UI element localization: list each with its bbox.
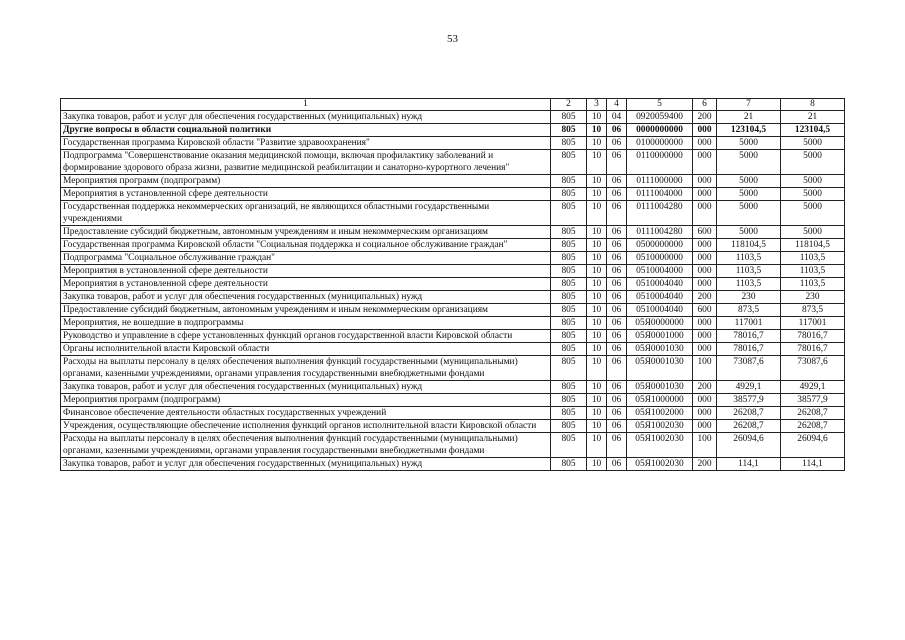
expense-type-cell: 000 [693,343,717,356]
ministry-code-cell: 805 [551,201,587,226]
row-name-cell: Государственная программа Кировской области "Развитие здравоохранения" [61,137,551,150]
subsection-code-cell: 06 [607,343,627,356]
amount-col8-cell: 78016,7 [781,343,845,356]
amount-col7-cell: 21 [717,111,781,124]
target-article-cell: 05Я1000000 [627,394,693,407]
table-row [61,291,845,304]
table-row [61,201,845,226]
amount-col7-cell: 114,1 [717,458,781,471]
ministry-code-cell: 805 [551,291,587,304]
row-name-cell: Подпрограмма "Совершенствование оказания медицинской помощи, включая профилактику заболеваний и формирование здорового образа жизни, развитие медицинской реабилитации и санаторно-курортного лечения" [61,150,551,175]
amount-col7-cell: 5000 [717,137,781,150]
amount-col7-cell: 1103,5 [717,278,781,291]
table-row [61,394,845,407]
amount-col7-cell: 5000 [717,188,781,201]
ministry-code-cell: 805 [551,111,587,124]
expense-type-cell: 100 [693,356,717,381]
section-code-cell: 10 [587,304,607,317]
target-article-cell: 0920059400 [627,111,693,124]
section-code-cell: 10 [587,458,607,471]
table-row [61,356,845,381]
expense-type-cell: 000 [693,252,717,265]
ministry-code-cell: 805 [551,124,587,137]
amount-col8-cell: 26208,7 [781,420,845,433]
amount-col7-cell: 26094,6 [717,433,781,458]
amount-col7-cell: 4929,1 [717,381,781,394]
section-code-cell: 10 [587,381,607,394]
amount-col7-cell: 78016,7 [717,330,781,343]
table-row [61,175,845,188]
table-row [61,188,845,201]
expense-type-cell: 000 [693,394,717,407]
column-header: 3 [587,99,607,111]
expense-type-cell: 000 [693,188,717,201]
target-article-cell: 05Я1002030 [627,420,693,433]
target-article-cell: 0111004000 [627,188,693,201]
amount-col8-cell: 873,5 [781,304,845,317]
table-row [61,124,845,137]
section-code-cell: 10 [587,201,607,226]
amount-col7-cell: 118104,5 [717,239,781,252]
amount-col8-cell: 114,1 [781,458,845,471]
row-name-cell: Мероприятия в установленной сфере деятельности [61,278,551,291]
amount-col8-cell: 78016,7 [781,330,845,343]
ministry-code-cell: 805 [551,343,587,356]
target-article-cell: 0000000000 [627,124,693,137]
subsection-code-cell: 06 [607,278,627,291]
subsection-code-cell: 06 [607,265,627,278]
row-name-cell: Учреждения, осуществляющие обеспечение исполнения функций органов исполнительной власти Кировской области [61,420,551,433]
section-code-cell: 10 [587,394,607,407]
amount-col8-cell: 5000 [781,137,845,150]
row-name-cell: Расходы на выплаты персоналу в целях обеспечения выполнения функций государственными (муниципальными) органами, казенными учреждениями, органами управления государственными внебюджетными фондами [61,356,551,381]
expense-type-cell: 000 [693,137,717,150]
section-code-cell: 10 [587,317,607,330]
section-code-cell: 10 [587,226,607,239]
subsection-code-cell: 06 [607,201,627,226]
section-code-cell: 10 [587,433,607,458]
target-article-cell: 0510004040 [627,304,693,317]
target-article-cell: 05Я1002000 [627,407,693,420]
section-code-cell: 10 [587,252,607,265]
subsection-code-cell: 06 [607,420,627,433]
subsection-code-cell: 06 [607,317,627,330]
ministry-code-cell: 805 [551,356,587,381]
amount-col8-cell: 117001 [781,317,845,330]
expense-type-cell: 600 [693,304,717,317]
row-name-cell: Мероприятия в установленной сфере деятельности [61,188,551,201]
target-article-cell: 0111004280 [627,226,693,239]
ministry-code-cell: 805 [551,330,587,343]
amount-col7-cell: 1103,5 [717,265,781,278]
expense-type-cell: 000 [693,317,717,330]
amount-col7-cell: 26208,7 [717,407,781,420]
ministry-code-cell: 805 [551,265,587,278]
section-code-cell: 10 [587,175,607,188]
row-name-cell: Другие вопросы в области социальной политики [61,124,551,137]
row-name-cell: Закупка товаров, работ и услуг для обеспечения государственных (муниципальных) нужд [61,381,551,394]
row-name-cell: Расходы на выплаты персоналу в целях обеспечения выполнения функций государственными (муниципальными) органами, казенными учреждениями, органами управления государственными внебюджетными фондами [61,433,551,458]
table-row [61,137,845,150]
target-article-cell: 05Я0001000 [627,330,693,343]
ministry-code-cell: 805 [551,433,587,458]
subsection-code-cell: 06 [607,330,627,343]
expense-type-cell: 000 [693,175,717,188]
ministry-code-cell: 805 [551,252,587,265]
row-name-cell: Государственная программа Кировской области "Социальная поддержка и социальное обслуживание граждан" [61,239,551,252]
row-name-cell: Подпрограмма "Социальное обслуживание граждан" [61,252,551,265]
section-code-cell: 10 [587,343,607,356]
amount-col8-cell: 5000 [781,188,845,201]
section-code-cell: 10 [587,265,607,278]
expense-type-cell: 000 [693,124,717,137]
amount-col7-cell: 26208,7 [717,420,781,433]
subsection-code-cell: 06 [607,304,627,317]
table-row [61,150,845,175]
target-article-cell: 05Я1002030 [627,433,693,458]
row-name-cell: Мероприятия, не вошедшие в подпрограммы [61,317,551,330]
section-code-cell: 10 [587,124,607,137]
amount-col8-cell: 1103,5 [781,252,845,265]
table-row [61,458,845,471]
target-article-cell: 0100000000 [627,137,693,150]
row-name-cell: Закупка товаров, работ и услуг для обеспечения государственных (муниципальных) нужд [61,111,551,124]
table-row [61,226,845,239]
subsection-code-cell: 06 [607,226,627,239]
subsection-code-cell: 06 [607,394,627,407]
table-row [61,265,845,278]
table-row [61,252,845,265]
row-name-cell: Мероприятия программ (подпрограмм) [61,394,551,407]
amount-col7-cell: 873,5 [717,304,781,317]
target-article-cell: 0110000000 [627,150,693,175]
amount-col8-cell: 26208,7 [781,407,845,420]
table-row [61,317,845,330]
amount-col8-cell: 26094,6 [781,433,845,458]
ministry-code-cell: 805 [551,175,587,188]
expense-type-cell: 200 [693,291,717,304]
ministry-code-cell: 805 [551,188,587,201]
section-code-cell: 10 [587,150,607,175]
amount-col7-cell: 5000 [717,226,781,239]
amount-col7-cell: 1103,5 [717,252,781,265]
amount-col8-cell: 123104,5 [781,124,845,137]
section-code-cell: 10 [587,188,607,201]
table-row [61,420,845,433]
ministry-code-cell: 805 [551,420,587,433]
ministry-code-cell: 805 [551,226,587,239]
expense-type-cell: 000 [693,201,717,226]
row-name-cell: Органы исполнительной власти Кировской области [61,343,551,356]
ministry-code-cell: 805 [551,317,587,330]
subsection-code-cell: 06 [607,407,627,420]
amount-col8-cell: 38577,9 [781,394,845,407]
section-code-cell: 10 [587,420,607,433]
table-row [61,433,845,458]
subsection-code-cell: 04 [607,111,627,124]
amount-col8-cell: 1103,5 [781,265,845,278]
column-header: 8 [781,99,845,111]
target-article-cell: 05Я0001030 [627,343,693,356]
table-row [61,381,845,394]
section-code-cell: 10 [587,111,607,124]
amount-col7-cell: 230 [717,291,781,304]
ministry-code-cell: 805 [551,407,587,420]
subsection-code-cell: 06 [607,150,627,175]
column-header: 2 [551,99,587,111]
row-name-cell: Государственная поддержка некоммерческих организаций, не являющихся областными государственными учреждениями [61,201,551,226]
expense-type-cell: 200 [693,458,717,471]
expense-type-cell: 000 [693,150,717,175]
amount-col7-cell: 123104,5 [717,124,781,137]
subsection-code-cell: 06 [607,381,627,394]
row-name-cell: Финансовое обеспечение деятельности областных государственных учреждений [61,407,551,420]
amount-col7-cell: 78016,7 [717,343,781,356]
target-article-cell: 0111004280 [627,201,693,226]
ministry-code-cell: 805 [551,304,587,317]
expense-type-cell: 000 [693,407,717,420]
ministry-code-cell: 805 [551,394,587,407]
amount-col8-cell: 118104,5 [781,239,845,252]
expense-type-cell: 200 [693,381,717,394]
section-code-cell: 10 [587,239,607,252]
ministry-code-cell: 805 [551,150,587,175]
column-header: 4 [607,99,627,111]
table-row [61,330,845,343]
subsection-code-cell: 06 [607,124,627,137]
section-code-cell: 10 [587,291,607,304]
amount-col8-cell: 73087,6 [781,356,845,381]
amount-col8-cell: 21 [781,111,845,124]
row-name-cell: Мероприятия в установленной сфере деятельности [61,265,551,278]
expense-type-cell: 000 [693,330,717,343]
subsection-code-cell: 06 [607,356,627,381]
amount-col8-cell: 4929,1 [781,381,845,394]
amount-col7-cell: 5000 [717,201,781,226]
section-code-cell: 10 [587,278,607,291]
target-article-cell: 05Я0001030 [627,356,693,381]
ministry-code-cell: 805 [551,239,587,252]
amount-col8-cell: 230 [781,291,845,304]
column-header: 7 [717,99,781,111]
expense-type-cell: 000 [693,278,717,291]
column-header: 5 [627,99,693,111]
table-row [61,278,845,291]
row-name-cell: Предоставление субсидий бюджетным, автономным учреждениям и иным некоммерческим организациям [61,226,551,239]
table-header-row [61,99,845,111]
expense-type-cell: 100 [693,433,717,458]
ministry-code-cell: 805 [551,458,587,471]
table-row [61,239,845,252]
row-name-cell: Руководство и управление в сфере установленных функций органов государственной власти Кировской области [61,330,551,343]
target-article-cell: 0510004000 [627,265,693,278]
expense-type-cell: 000 [693,265,717,278]
ministry-code-cell: 805 [551,278,587,291]
subsection-code-cell: 06 [607,239,627,252]
section-code-cell: 10 [587,137,607,150]
table-row [61,343,845,356]
subsection-code-cell: 06 [607,252,627,265]
section-code-cell: 10 [587,407,607,420]
row-name-cell: Предоставление субсидий бюджетным, автономным учреждениям и иным некоммерческим организациям [61,304,551,317]
subsection-code-cell: 06 [607,433,627,458]
subsection-code-cell: 06 [607,458,627,471]
amount-col7-cell: 38577,9 [717,394,781,407]
target-article-cell: 05Я0000000 [627,317,693,330]
column-header: 1 [61,99,551,111]
expense-type-cell: 000 [693,239,717,252]
subsection-code-cell: 06 [607,188,627,201]
target-article-cell: 05Я0001030 [627,381,693,394]
page-number: 53 [447,33,458,45]
amount-col7-cell: 117001 [717,317,781,330]
row-name-cell: Закупка товаров, работ и услуг для обеспечения государственных (муниципальных) нужд [61,458,551,471]
amount-col8-cell: 5000 [781,150,845,175]
amount-col8-cell: 5000 [781,226,845,239]
target-article-cell: 0510000000 [627,252,693,265]
row-name-cell: Закупка товаров, работ и услуг для обеспечения государственных (муниципальных) нужд [61,291,551,304]
amount-col8-cell: 1103,5 [781,278,845,291]
section-code-cell: 10 [587,356,607,381]
subsection-code-cell: 06 [607,291,627,304]
section-code-cell: 10 [587,330,607,343]
target-article-cell: 0111000000 [627,175,693,188]
target-article-cell: 0500000000 [627,239,693,252]
expense-type-cell: 600 [693,226,717,239]
ministry-code-cell: 805 [551,137,587,150]
target-article-cell: 0510004040 [627,291,693,304]
table-row [61,111,845,124]
expense-type-cell: 000 [693,420,717,433]
amount-col7-cell: 73087,6 [717,356,781,381]
target-article-cell: 0510004040 [627,278,693,291]
amount-col8-cell: 5000 [781,201,845,226]
target-article-cell: 05Я1002030 [627,458,693,471]
budget-table [60,98,845,471]
column-header: 6 [693,99,717,111]
expense-type-cell: 200 [693,111,717,124]
amount-col8-cell: 5000 [781,175,845,188]
ministry-code-cell: 805 [551,381,587,394]
subsection-code-cell: 06 [607,175,627,188]
row-name-cell: Мероприятия программ (подпрограмм) [61,175,551,188]
table-row [61,304,845,317]
amount-col7-cell: 5000 [717,175,781,188]
amount-col7-cell: 5000 [717,150,781,175]
table-row [61,407,845,420]
subsection-code-cell: 06 [607,137,627,150]
